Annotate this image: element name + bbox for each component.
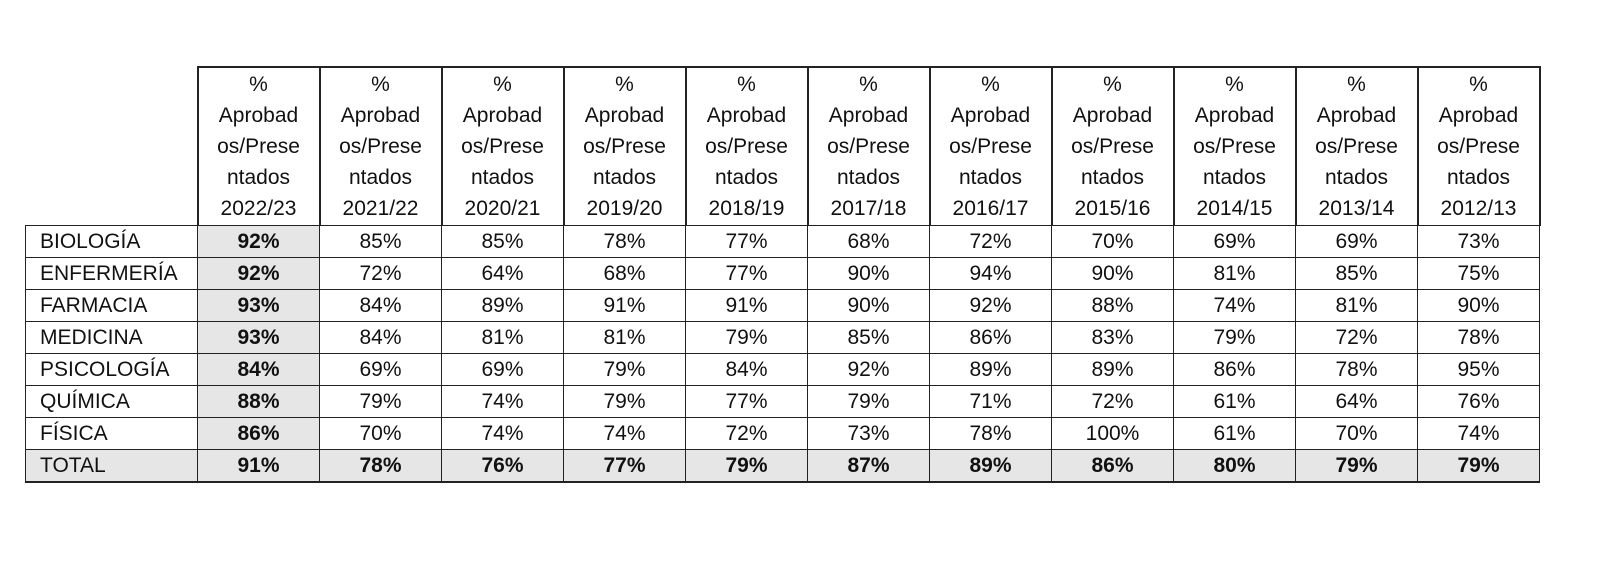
row-label: FÍSICA [26,418,198,450]
value-cell: 89% [930,450,1052,483]
value-cell: 76% [442,450,564,483]
value-cell: 92% [198,226,320,258]
table-row [26,354,1540,386]
value-cell: 61% [1174,386,1296,418]
row-label: MEDICINA [26,322,198,354]
value-cell: 88% [198,386,320,418]
table-row [26,290,1540,322]
value-cell: 81% [1296,290,1418,322]
header-cell: % Aprobad os/Prese ntados 2012/13 [1418,67,1540,226]
row-label: BIOLOGÍA [26,226,198,258]
row-label: ENFERMERÍA [26,258,198,290]
value-cell: 68% [808,226,930,258]
value-cell: 79% [686,450,808,483]
table-row [26,418,1540,450]
header-cell: % Aprobad os/Prese ntados 2022/23 [198,67,320,226]
value-cell: 69% [320,354,442,386]
value-cell: 75% [1418,258,1540,290]
value-cell: 80% [1174,450,1296,483]
value-cell: 72% [1052,386,1174,418]
value-cell: 84% [320,290,442,322]
value-cell: 76% [1418,386,1540,418]
value-cell: 92% [198,258,320,290]
value-cell: 92% [808,354,930,386]
value-cell: 89% [1052,354,1174,386]
value-cell: 69% [442,354,564,386]
row-label: TOTAL [26,450,198,483]
value-cell: 90% [1052,258,1174,290]
row-label: PSICOLOGÍA [26,354,198,386]
value-cell: 79% [320,386,442,418]
value-cell: 89% [442,290,564,322]
value-cell: 88% [1052,290,1174,322]
value-cell: 74% [442,418,564,450]
value-cell: 78% [564,226,686,258]
table-row [26,322,1540,354]
header-cell: % Aprobad os/Prese ntados 2013/14 [1296,67,1418,226]
value-cell: 79% [1174,322,1296,354]
value-cell: 61% [1174,418,1296,450]
value-cell: 85% [1296,258,1418,290]
value-cell: 79% [1418,450,1540,483]
value-cell: 81% [1174,258,1296,290]
value-cell: 79% [564,386,686,418]
value-cell: 74% [442,386,564,418]
header-cell: % Aprobad os/Prese ntados 2020/21 [442,67,564,226]
value-cell: 86% [1052,450,1174,483]
value-cell: 100% [1052,418,1174,450]
table-row [26,258,1540,290]
value-cell: 73% [1418,226,1540,258]
header-cell: % Aprobad os/Prese ntados 2017/18 [808,67,930,226]
value-cell: 70% [1052,226,1174,258]
value-cell: 90% [1418,290,1540,322]
value-cell: 95% [1418,354,1540,386]
value-cell: 71% [930,386,1052,418]
value-cell: 64% [1296,386,1418,418]
value-cell: 70% [1296,418,1418,450]
value-cell: 81% [442,322,564,354]
value-cell: 90% [808,290,930,322]
header-cell: % Aprobad os/Prese ntados 2021/22 [320,67,442,226]
header-cell: % Aprobad os/Prese ntados 2018/19 [686,67,808,226]
table-body [26,226,1540,483]
value-cell: 74% [1418,418,1540,450]
value-cell: 91% [198,450,320,483]
value-cell: 85% [808,322,930,354]
value-cell: 69% [1296,226,1418,258]
value-cell: 64% [442,258,564,290]
value-cell: 90% [808,258,930,290]
value-cell: 73% [808,418,930,450]
corner-cell [26,67,198,226]
total-row [26,450,1540,483]
value-cell: 72% [320,258,442,290]
value-cell: 70% [320,418,442,450]
value-cell: 86% [1174,354,1296,386]
header-cell: % Aprobad os/Prese ntados 2015/16 [1052,67,1174,226]
value-cell: 93% [198,322,320,354]
row-label: QUÍMICA [26,386,198,418]
value-cell: 79% [1296,450,1418,483]
value-cell: 69% [1174,226,1296,258]
header-cell: % Aprobad os/Prese ntados 2014/15 [1174,67,1296,226]
header-cell: % Aprobad os/Prese ntados 2019/20 [564,67,686,226]
value-cell: 91% [686,290,808,322]
value-cell: 74% [564,418,686,450]
value-cell: 89% [930,354,1052,386]
row-label: FARMACIA [26,290,198,322]
value-cell: 78% [1296,354,1418,386]
value-cell: 74% [1174,290,1296,322]
value-cell: 72% [1296,322,1418,354]
results-table [25,66,1541,483]
value-cell: 77% [686,226,808,258]
header-cell: % Aprobad os/Prese ntados 2016/17 [930,67,1052,226]
value-cell: 68% [564,258,686,290]
value-cell: 72% [686,418,808,450]
table-row [26,226,1540,258]
value-cell: 81% [564,322,686,354]
value-cell: 79% [564,354,686,386]
value-cell: 79% [808,386,930,418]
value-cell: 77% [686,258,808,290]
value-cell: 84% [320,322,442,354]
value-cell: 79% [686,322,808,354]
value-cell: 78% [320,450,442,483]
value-cell: 85% [320,226,442,258]
value-cell: 83% [1052,322,1174,354]
value-cell: 77% [686,386,808,418]
value-cell: 94% [930,258,1052,290]
value-cell: 78% [1418,322,1540,354]
value-cell: 93% [198,290,320,322]
value-cell: 87% [808,450,930,483]
value-cell: 84% [198,354,320,386]
value-cell: 72% [930,226,1052,258]
value-cell: 86% [930,322,1052,354]
value-cell: 92% [930,290,1052,322]
value-cell: 84% [686,354,808,386]
header-row [26,67,1540,226]
value-cell: 77% [564,450,686,483]
value-cell: 86% [198,418,320,450]
table-row [26,386,1540,418]
value-cell: 78% [930,418,1052,450]
value-cell: 85% [442,226,564,258]
value-cell: 91% [564,290,686,322]
